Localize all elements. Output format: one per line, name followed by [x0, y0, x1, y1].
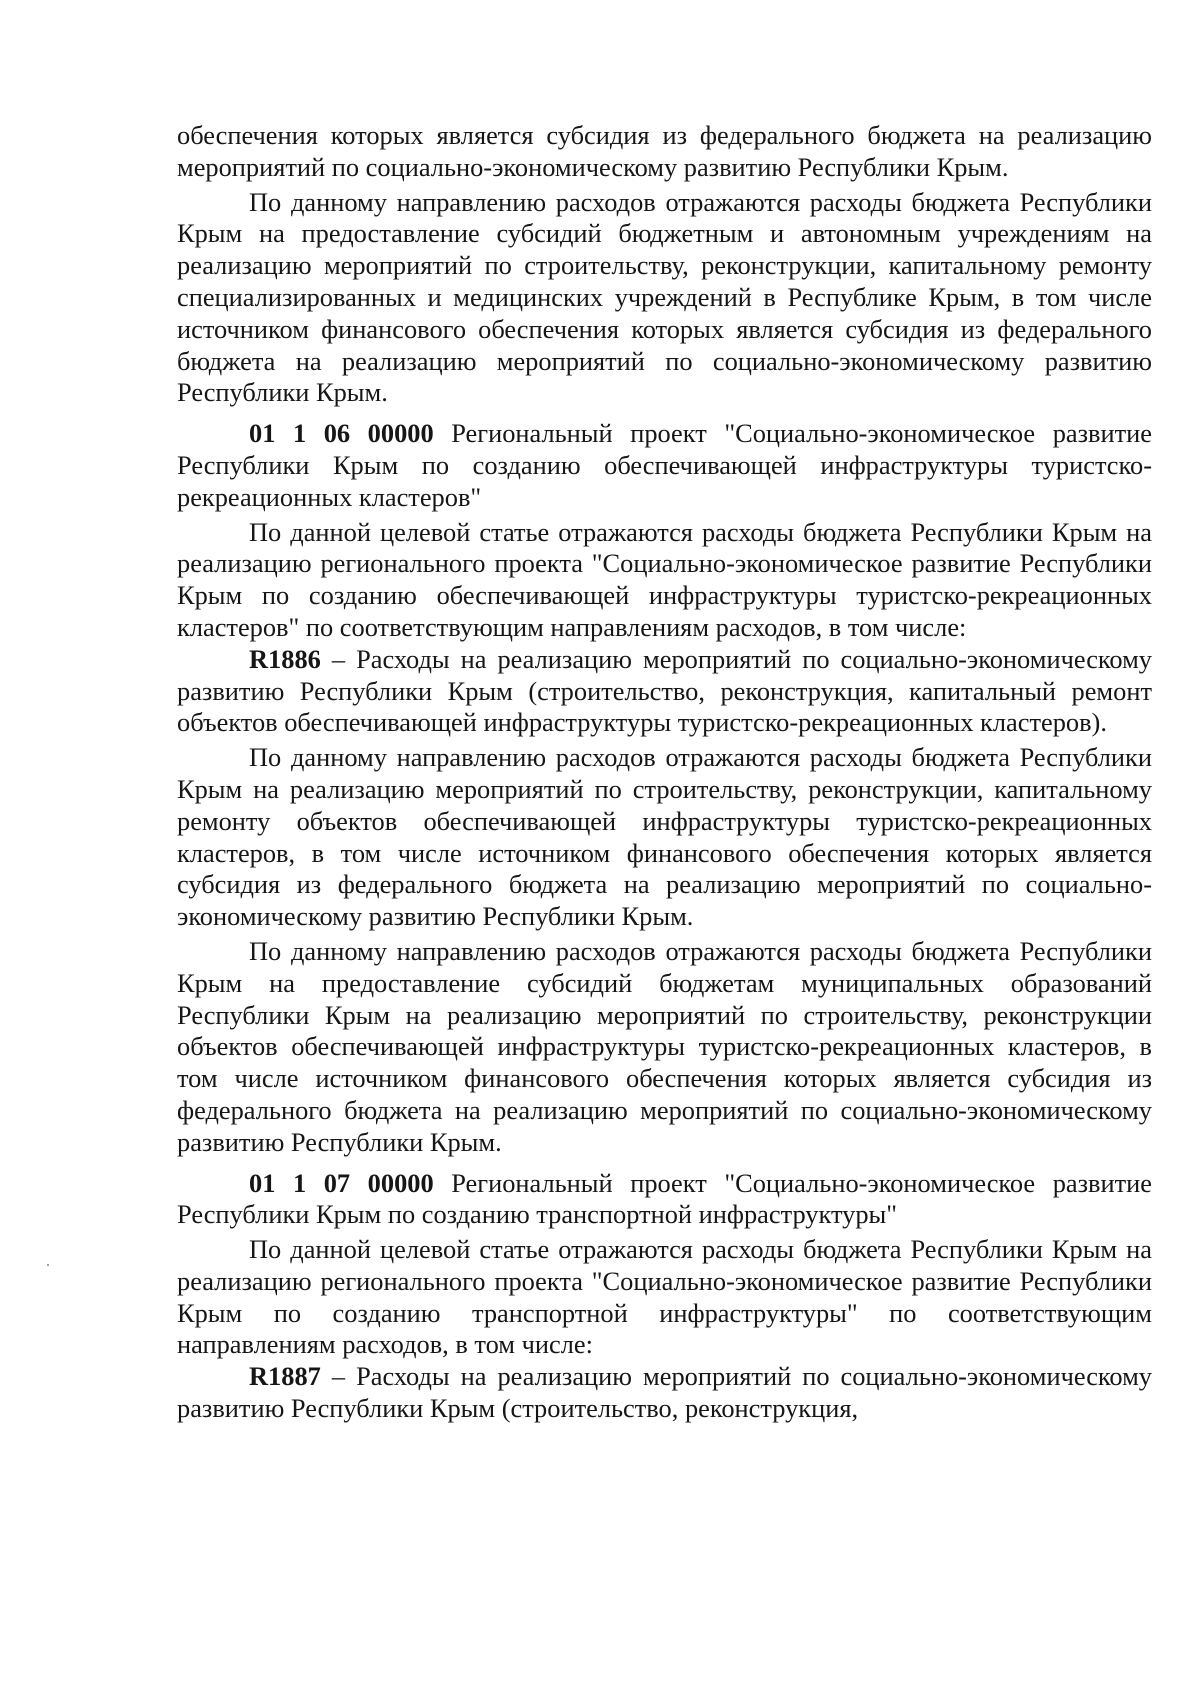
section-heading-01-1-07 — [177, 1168, 1152, 1232]
dash: – — [320, 643, 357, 674]
section-heading-text: Региональный проект "Социально-экономическое развитие Республики Крым по созданию транспортной инфраструктуры" — [177, 1167, 1152, 1230]
paragraph-text: обеспечения которых является субсидия из федерального бюджета на реализацию мероприятий по социально-экономическому развитию Республики Крым. — [177, 120, 1152, 182]
expense-direction-text: Расходы на реализацию мероприятий по социально-экономическому развитию Республики Крым (строительство, реконструкция, капитальный ремонт объектов обеспечивающей инфраструктуры туристско-рекреационных кластеров). — [177, 643, 1153, 738]
paragraph-text: По данному направлению расходов отражаются расходы бюджета Республики Крым на предоставление субсидий бюджетам муниципальных образований Республики Крым на реализацию мероприятий по строительству, реконструкции объектов обеспечивающей инфраструктуры туристско-рекреационных кластеров, в том числе источником финансового обеспечения которых является субсидия из федерального бюджета на реализацию мероприятий по социально-экономическому развитию Республики Крым. — [177, 935, 1152, 1157]
paragraph-expense-direction — [177, 742, 1152, 933]
expense-direction-r1886 — [177, 644, 1152, 739]
target-article-code: 01 1 07 00000 — [249, 1167, 434, 1198]
paragraph-expense-direction — [177, 936, 1152, 1159]
dash: – — [320, 1361, 357, 1392]
expense-direction-code: R1886 — [249, 643, 321, 674]
section-heading-01-1-06 — [177, 418, 1152, 513]
paragraph-text: По данной целевой статье отражаются расходы бюджета Республики Крым на реализацию регионального проекта "Социально-экономическое развитие Республики Крым по созданию транспортной инфраструктуры" по соответствующим направлениям расходов, в том числе: — [177, 1234, 1152, 1360]
paragraph-expense-direction — [177, 187, 1152, 410]
paragraph-target-article — [177, 517, 1152, 644]
expense-direction-r1887 — [177, 1361, 1152, 1425]
paragraph-target-article — [177, 1234, 1152, 1361]
paragraph-text: По данной целевой статье отражаются расходы бюджета Республики Крым на реализацию регионального проекта "Социально-экономическое развитие Республики Крым по созданию обеспечивающей инфраструктуры туристско-рекреационных кластеров" по соответствующим направлениям расходов, в том числе: — [177, 516, 1152, 642]
paragraph-continuation — [177, 120, 1152, 184]
paragraph-text: По данному направлению расходов отражаются расходы бюджета Республики Крым на реализацию мероприятий по строительству, реконструкции, капитальному ремонту объектов обеспечивающей инфраструктуры туристско-рекреационных кластеров, в том числе источником финансового обеспечения которых является субсидия из федерального бюджета на реализацию мероприятий по социально-экономическому развитию Республики Крым. — [177, 742, 1152, 932]
target-article-code: 01 1 06 00000 — [249, 418, 434, 449]
section-heading-text: Региональный проект "Социально-экономическое развитие Республики Крым по созданию обеспечивающей инфраструктуры туристско-рекреационных кластеров" — [177, 418, 1152, 512]
paragraph-text: По данному направлению расходов отражаются расходы бюджета Республики Крым на предоставление субсидий бюджетным и автономным учреждениям на реализацию мероприятий по строительству, реконструкции, капитальному ремонту специализированных и медицинских учреждений в Республике Крым, в том числе источником финансового обеспечения которых является субсидия из федерального бюджета на реализацию мероприятий по социально-экономическому развитию Республики Крым. — [177, 186, 1152, 408]
expense-direction-code: R1887 — [249, 1361, 321, 1392]
document-page — [177, 120, 1152, 1425]
expense-direction-text: Расходы на реализацию мероприятий по социально-экономическому развитию Республики Крым (строительство, реконструкция, — [177, 1361, 1153, 1424]
scan-speck — [47, 1264, 49, 1266]
